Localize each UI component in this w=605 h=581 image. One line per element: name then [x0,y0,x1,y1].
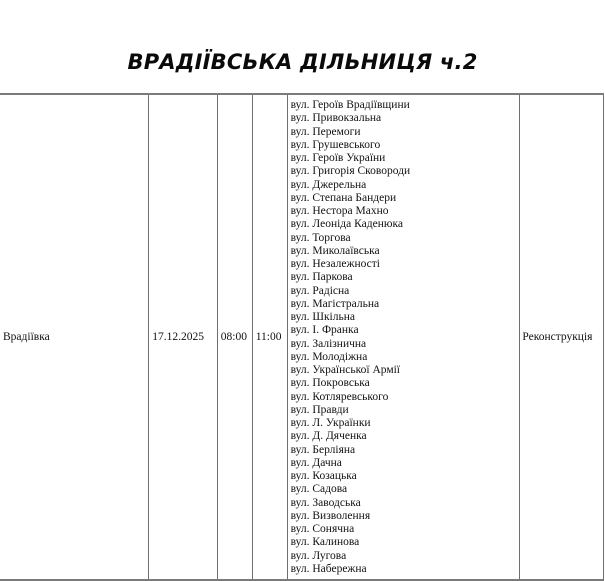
street-item: вул. Лугова [290,549,347,562]
street-item: вул. Козацька [290,470,357,482]
street-item: вул. Покровська [290,377,370,390]
end-time-cell: 11:00 [252,94,287,580]
street-item: вул. Шкільна [290,311,355,323]
street-item: вул. Д. Дяченка [290,430,367,443]
table-row [0,94,604,580]
street-item: вул. Грушевського [290,138,381,151]
street-item: вул. Залізнична [290,337,367,350]
street-item: вул. Садова [290,483,348,496]
street-item: вул. Сонячна [290,523,355,535]
street-item: вул. Заводська [290,496,361,509]
street-item: вул. Дачна [290,456,342,469]
street-item: вул. Котляревського [290,390,389,403]
street-item: вул. Паркова [290,271,353,284]
street-item: вул. Молодіжна [290,350,368,363]
outage-schedule-table [0,93,604,581]
street-item: вул. Нестора Махно [290,205,389,217]
street-item: вул. Привокзальна [290,112,382,125]
street-item: вул. Джерельна [290,178,367,191]
street-item: вул. Набережна [290,562,367,575]
street-item: вул. Перемоги [290,125,361,138]
street-item: вул. Калинова [290,536,360,549]
date-cell: 17.12.2025 [149,94,218,580]
page-title: ВРАДІЇВСЬКА ДІЛЬНИЦЯ ч.2 [127,50,478,74]
streets-cell [287,94,520,580]
street-item: вул. Григорія Сковороди [290,165,411,178]
street-item: вул. Степана Бандери [290,191,397,204]
street-item: вул. Леоніда Каденюка [290,218,403,231]
street-item: вул. Героїв України [290,152,386,164]
settlement-cell: Врадіївка [0,94,149,580]
start-time-cell: 08:00 [217,94,252,580]
street-item: вул. Торгова [290,231,351,244]
street-item: вул. Радісна [290,284,350,297]
street-list [291,99,517,576]
street-item: вул. Української Армії [290,364,401,376]
reason-cell: Реконструкція [520,94,604,580]
street-item: вул. Правди [290,403,349,416]
street-item: вул. Магістральна [290,297,380,310]
street-item: вул. Миколаївська [290,244,380,257]
street-item: вул. Визволення [290,509,371,522]
street-item: вул. Героїв Врадіївщини [290,99,410,111]
street-item: вул. І. Франка [290,324,359,337]
street-item: вул. Незалежності [290,258,380,270]
street-item: вул. Берліяна [290,443,356,456]
street-item: вул. Л. Українки [290,417,371,429]
